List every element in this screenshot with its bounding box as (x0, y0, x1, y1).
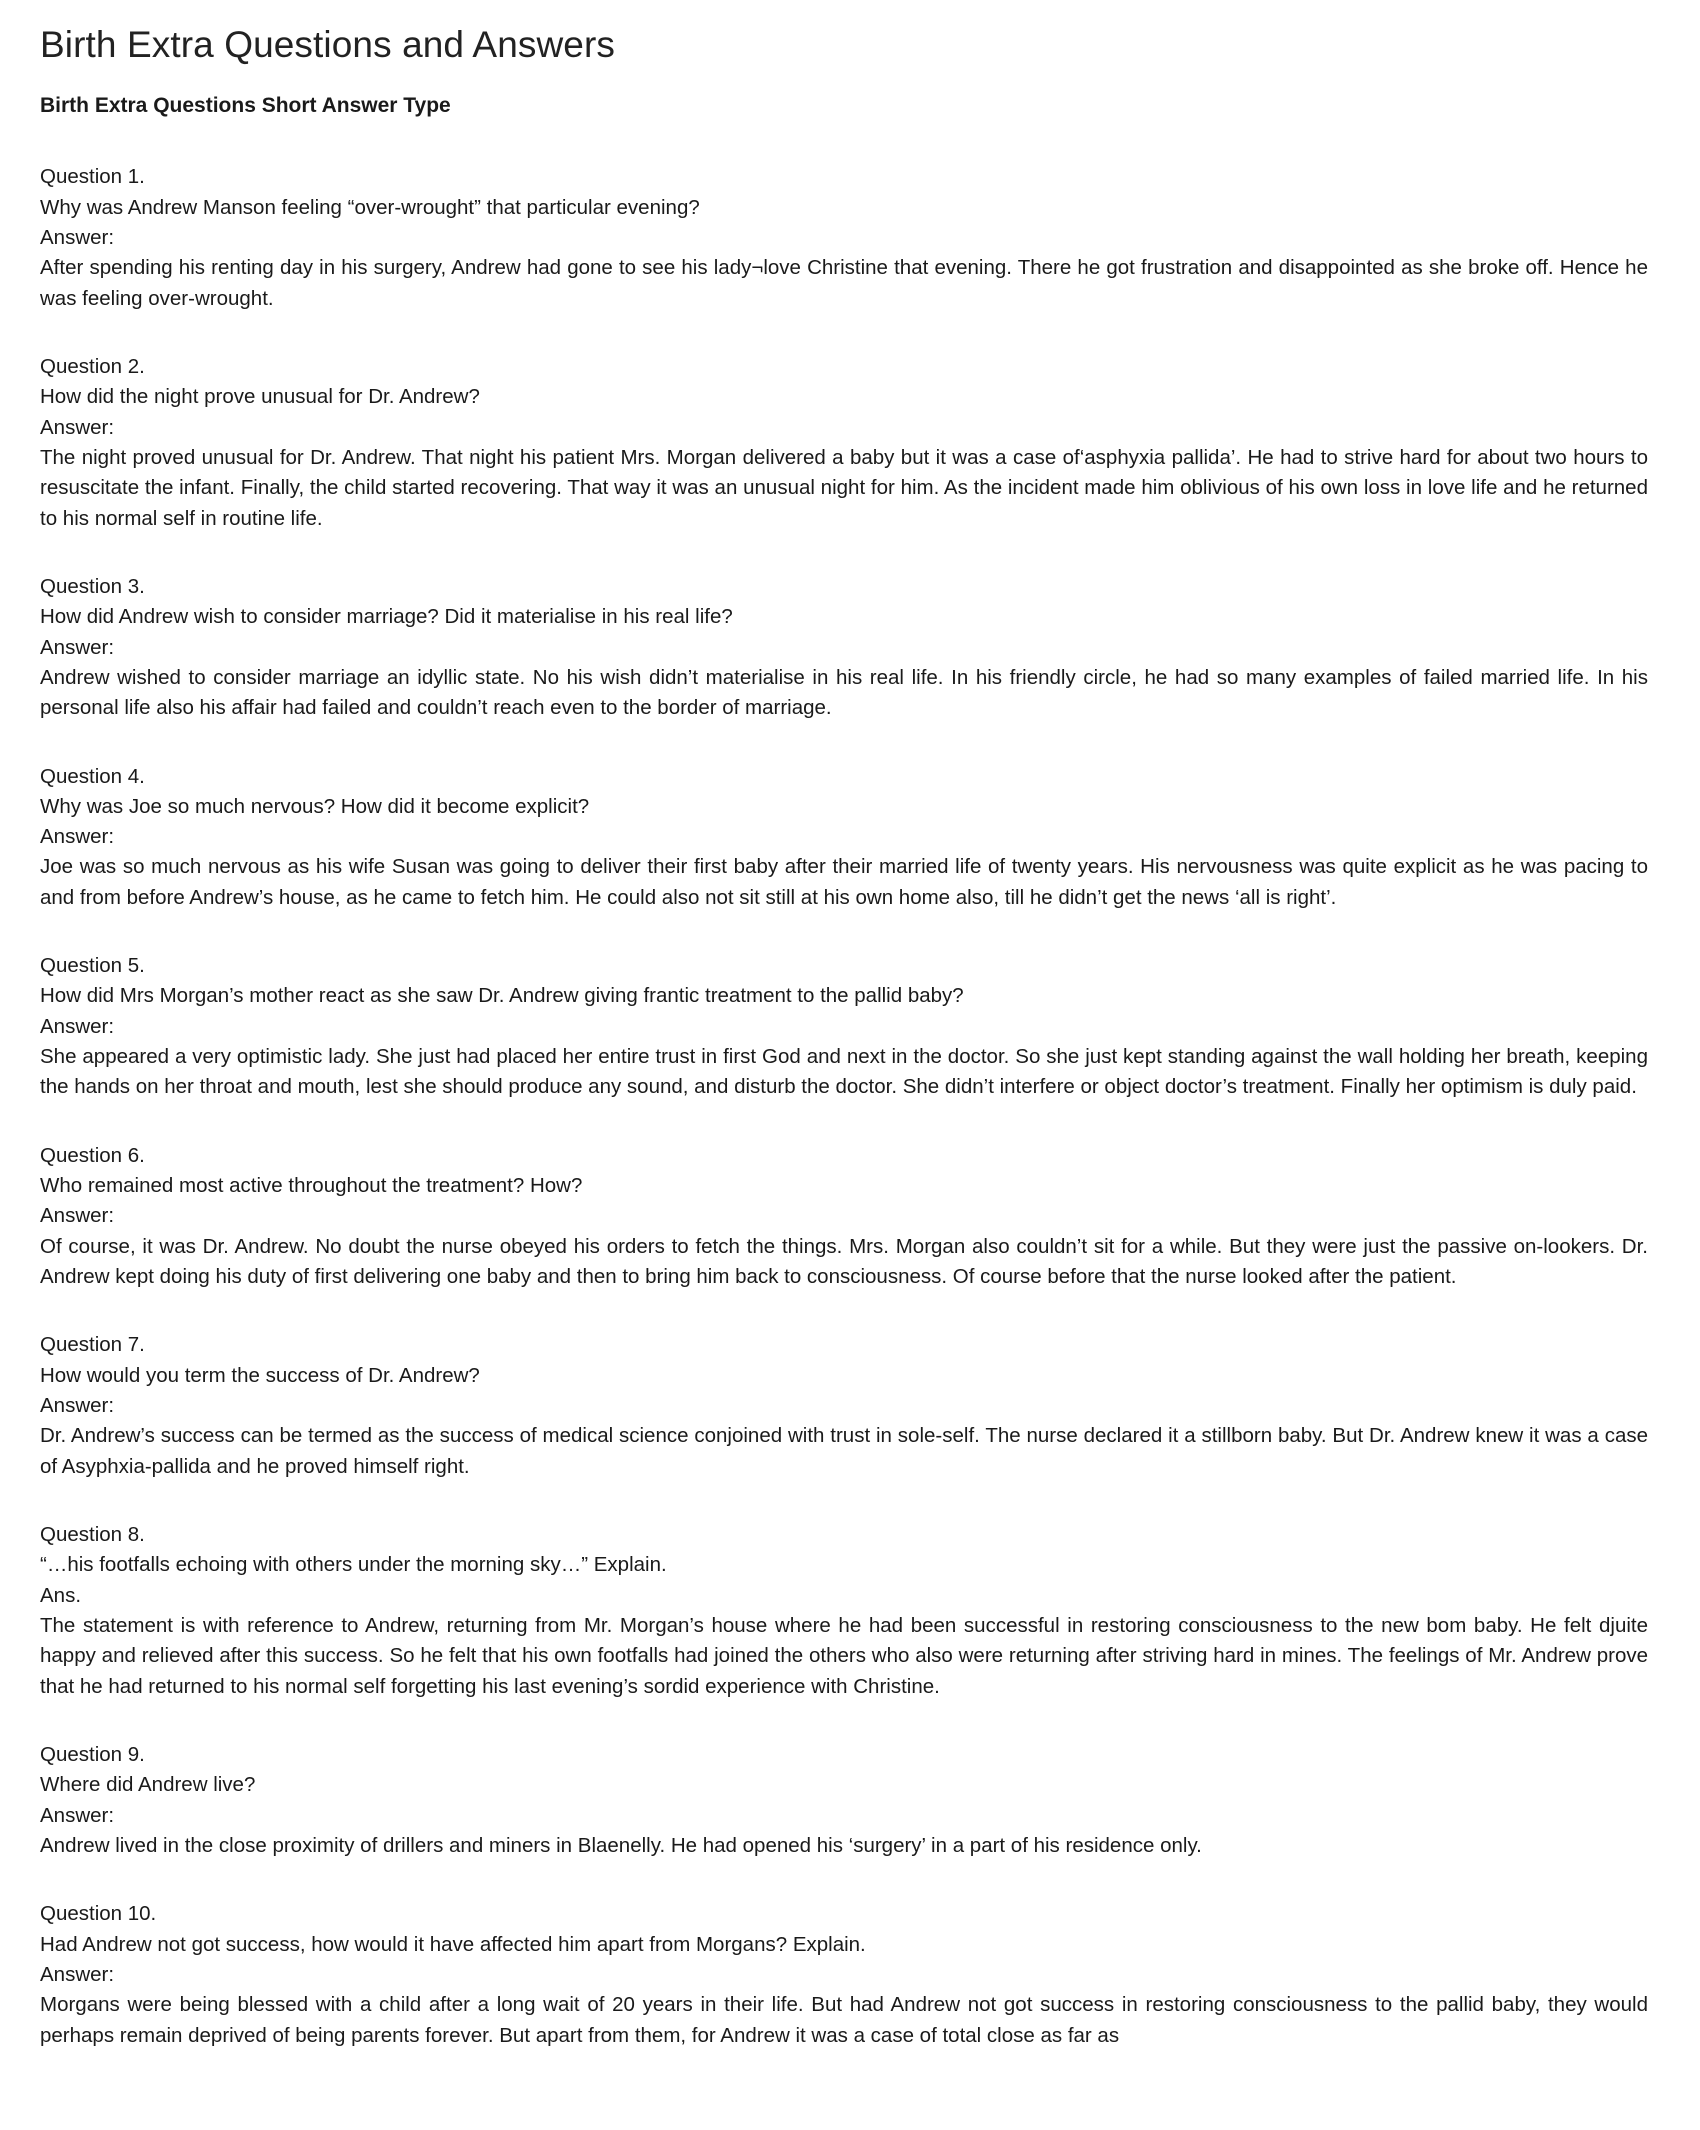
question-text: How would you term the success of Dr. Andrew? (40, 1363, 480, 1387)
question-text: “…his footfalls echoing with others under the morning sky…” Explain. (40, 1553, 667, 1577)
answer-label: Answer: (40, 635, 115, 659)
answer-text: Andrew lived in the close proximity of drillers and miners in Blaenelly. He had opened his ‘surgery’ in a part of his residence only. (40, 1834, 1202, 1858)
question-text: How did the night prove unusual for Dr. Andrew? (40, 385, 480, 409)
question-number: Question 9. (40, 1743, 145, 1767)
question-number: Question 7. (40, 1333, 145, 1357)
answer-text: The night proved unusual for Dr. Andrew. That night his patient Mrs. Morgan delivered a baby but it was a case of‘asphyxia pallida’. He had to strive hard for about two hours to resuscitate the infant. Finally, the child started recovering. That way it was an unusual night for him. As the incident made him oblivious of his own loss in love life and he returned to his normal self in routine life. (40, 445, 1648, 530)
answer-label: Answer: (40, 1803, 115, 1827)
question-text: Where did Andrew live? (40, 1773, 256, 1797)
answer-text: She appeared a very optimistic lady. She just had placed her entire trust in first God and next in the doctor. So she just kept standing against the wall holding her breath, keeping the hands on her throat and mouth, lest she should produce any sound, and disturb the doctor. She didn’t interfere or object doctor’s treatment. Finally her optimism is duly paid. (40, 1045, 1648, 1099)
qa-block (40, 162, 1648, 314)
answer-label: Answer: (40, 825, 115, 849)
question-text: How did Andrew wish to consider marriage? Did it materialise in his real life? (40, 605, 733, 629)
qa-block (40, 1899, 1648, 2051)
question-text: Had Andrew not got success, how would it have affected him apart from Morgans? Explain. (40, 1932, 866, 1956)
answer-text: Joe was so much nervous as his wife Susan was going to deliver their first baby after their married life of twenty years. His nervousness was quite explicit as he was pacing to and from before Andrew’s house, as he came to fetch him. He could also not sit still at his own home also, till he didn’t get the news ‘all is right’. (40, 855, 1648, 909)
question-text: How did Mrs Morgan’s mother react as she saw Dr. Andrew giving frantic treatment to the pallid baby? (40, 984, 964, 1008)
answer-label: Ans. (40, 1583, 82, 1607)
answer-text: Dr. Andrew’s success can be termed as the success of medical science conjoined with trust in sole-self. The nurse declared it a stillborn baby. But Dr. Andrew knew it was a case of Asyphxia-pallida and he proved himself right. (40, 1424, 1648, 1478)
page-title: Birth Extra Questions and Answers (40, 24, 616, 65)
answer-label: Answer: (40, 225, 115, 249)
qa-block (40, 1740, 1648, 1861)
answer-text: After spending his renting day in his surgery, Andrew had gone to see his lady¬love Christine that evening. There he got frustration and disappointed as she broke off. Hence he was feeling over-wrought. (40, 256, 1648, 310)
question-number: Question 1. (40, 165, 145, 189)
qa-block (40, 352, 1648, 534)
qa-block (40, 1330, 1648, 1482)
qa-block (40, 1520, 1648, 1702)
question-number: Question 2. (40, 354, 145, 378)
answer-text: Of course, it was Dr. Andrew. No doubt the nurse obeyed his orders to fetch the things. Mrs. Morgan also couldn’t sit for a while. But they were just the passive on-lookers. Dr. Andrew kept doing his duty of first delivering one baby and then to bring him back to consciousness. Of course before that the nurse looked after the patient. (40, 1234, 1648, 1289)
qa-block (40, 1141, 1648, 1293)
answer-label: Answer: (40, 1014, 115, 1038)
question-number: Question 5. (40, 954, 145, 978)
answer-label: Answer: (40, 1204, 115, 1228)
section-heading: Birth Extra Questions Short Answer Type (40, 94, 451, 118)
question-text: Who remained most active throughout the treatment? How? (40, 1174, 583, 1198)
question-number: Question 6. (40, 1143, 145, 1167)
question-number: Question 10. (40, 1902, 157, 1926)
answer-label: Answer: (40, 1963, 115, 1986)
qa-block (40, 572, 1648, 724)
answer-label: Answer: (40, 415, 115, 439)
question-number: Question 8. (40, 1523, 145, 1547)
answer-text: Morgans were being blessed with a child after a long wait of 20 years in their life. But had Andrew not got success in restoring consciousness to the pallid baby, they would perhaps remain deprived of being parents forever. But apart from them, for Andrew it was a case of total close as far as (40, 1993, 1648, 2047)
qa-block (40, 762, 1648, 914)
question-text: Why was Andrew Manson feeling “over-wrought” that particular evening? (40, 195, 700, 219)
question-text: Why was Joe so much nervous? How did it become explicit? (40, 794, 590, 818)
qa-block (40, 951, 1648, 1103)
question-number: Question 3. (40, 574, 145, 598)
answer-label: Answer: (40, 1394, 115, 1418)
answer-text: Andrew wished to consider marriage an idyllic state. No his wish didn’t materialise in his real life. In his friendly circle, he had so many examples of failed married life. In his personal life also his affair had failed and couldn’t reach even to the border of marriage. (40, 665, 1648, 720)
question-number: Question 4. (40, 764, 145, 788)
answer-text: The statement is with reference to Andrew, returning from Mr. Morgan’s house where he had been successful in restoring consciousness to the new bom baby. He felt djuite happy and relieved after this success. So he felt that his own footfalls had joined the others who also were returning after striving hard in mines. The feelings of Mr. Andrew prove that he had returned to his normal self forgetting his last evening’s sordid experience with Christine. (40, 1614, 1648, 1698)
